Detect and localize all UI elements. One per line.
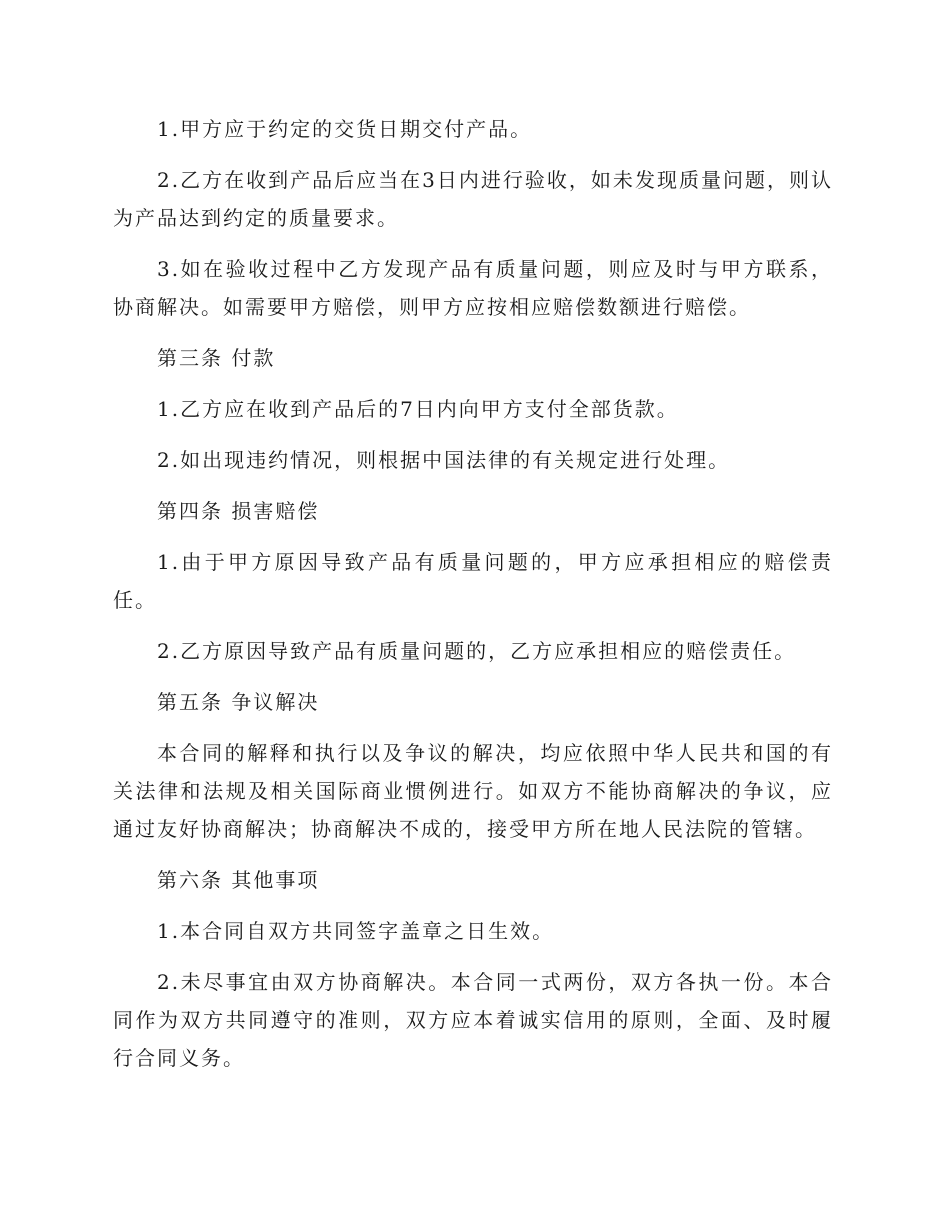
paragraph-other-clause-2: 2.未尽事宜由双方协商解决。本合同一式两份，双方各执一份。本合同作为双方共同遵守的准则，双方应本着诚实信用的原则，全面、及时履行合同义务。 (113, 970, 833, 1070)
document-body (113, 110, 833, 1090)
section-heading-dispute: 第五条 争议解决 (157, 690, 320, 714)
section-heading-other-matters: 第六条 其他事项 (157, 868, 320, 892)
paragraph-payment-clause-1: 1.乙方应在收到产品后的7日内向甲方支付全部货款。 (157, 397, 679, 421)
paragraph-other-clause-1: 1.本合同自双方共同签字盖章之日生效。 (157, 919, 555, 943)
paragraph-dispute-clause: 本合同的解释和执行以及争议的解决，均应依照中华人民共和国的有关法律和法规及相关国际商业惯例进行。如双方不能协商解决的争议，应通过友好协商解决；协商解决不成的，接受甲方所在地人民法院的管辖。 (113, 741, 833, 841)
paragraph-damages-clause-2: 2.乙方原因导致产品有质量问题的，乙方应承担相应的赔偿责任。 (157, 639, 797, 663)
section-heading-damages: 第四条 损害赔偿 (157, 499, 320, 523)
paragraph-delivery-clause-2: 2.乙方在收到产品后应当在3日内进行验收，如未发现质量问题，则认为产品达到约定的质量要求。 (113, 168, 833, 230)
section-heading-payment: 第三条 付款 (157, 346, 276, 370)
paragraph-delivery-clause-3: 3.如在验收过程中乙方发现产品有质量问题，则应及时与甲方联系，协商解决。如需要甲方赔偿，则甲方应按相应赔偿数额进行赔偿。 (113, 257, 833, 319)
paragraph-delivery-clause-1: 1.甲方应于约定的交货日期交付产品。 (157, 117, 533, 141)
paragraph-damages-clause-1: 1.由于甲方原因导致产品有质量问题的，甲方应承担相应的赔偿责任。 (113, 550, 833, 612)
paragraph-payment-clause-2: 2.如出现违约情况，则根据中国法律的有关规定进行处理。 (157, 448, 731, 472)
